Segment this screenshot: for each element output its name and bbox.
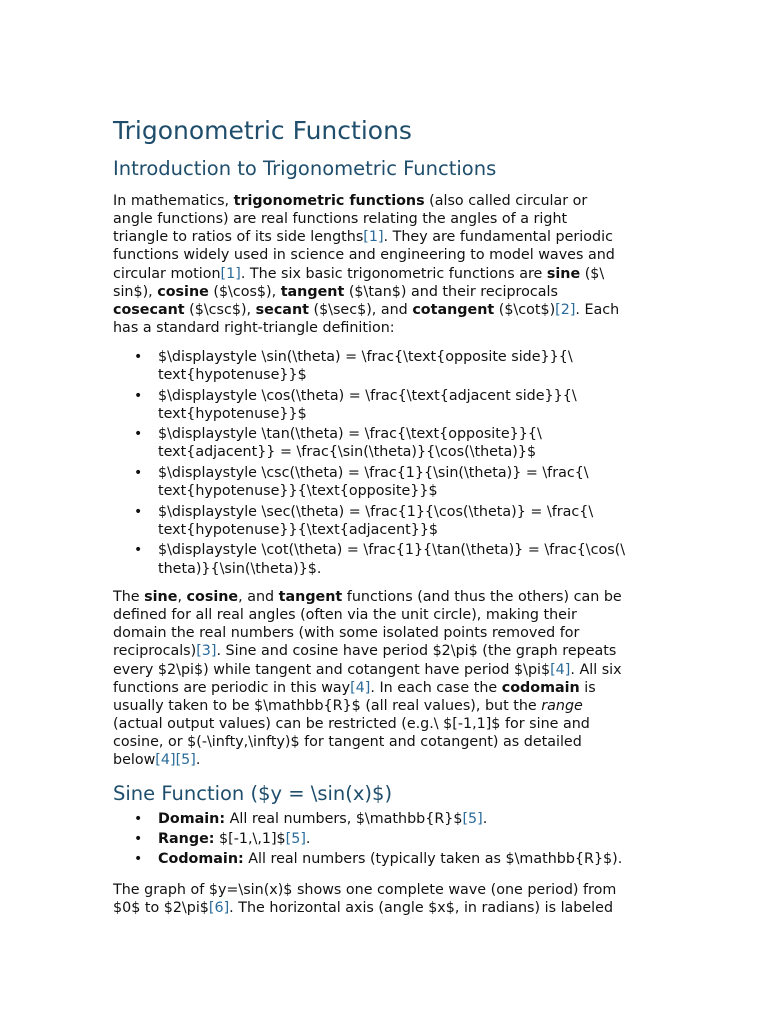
citation-link[interactable]: [3] (196, 643, 217, 660)
section-heading-introduction: Introduction to Trigonometric Functions (113, 157, 497, 180)
list-item-range: • Range: $[-1,\,1]$[5]. (134, 831, 311, 848)
citation-link[interactable]: [5] (462, 811, 483, 827)
list-item: • $\displaystyle \cos(\theta) = \frac{\text{adjacent side}}{\ text{hypotenuse}}$ (134, 387, 577, 422)
list-item-codomain: • Codomain: All real numbers (typically taken as $\mathbb{R}$). (134, 851, 623, 868)
page-title: Trigonometric Functions (113, 116, 412, 145)
citation-link[interactable]: [2] (555, 301, 576, 318)
citation-link[interactable]: [1] (363, 229, 384, 246)
citation-link[interactable]: [5] (285, 831, 306, 848)
sine-graph-paragraph: The graph of $y=\sin(x)$ shows one complete wave (one period) from $0$ to $2\pi$[6]. The horizontal axis (angle $x$, in radians) is labeled (113, 882, 617, 917)
list-item-domain: • Domain: All real numbers, $\mathbb{R}$[5]. (134, 811, 488, 827)
section-heading-sine: Sine Function ($y = \sin(x)$) (113, 782, 393, 805)
sine-properties-list (113, 810, 673, 871)
intro-paragraph: In mathematics, trigonometric functions (also called circular or angle functions) are real functions relating the angles of a right triangle to ratios of its side lengths[1]. They are fundamental periodic functions widely used in science and engineering to model waves and circular motion[1]. The six basic trigonometric functions are sine ($\ sin$), cosine ($\cos$), tangent ($\tan$) and their reciprocals cosecant ($\csc$), secant ($\sec$), and cotangent ($\cot$)[2]. Each has a standard right-triangle definition: (113, 193, 620, 336)
citation-link[interactable]: [4] (155, 752, 176, 769)
list-item: • $\displaystyle \sec(\theta) = \frac{1}{\cos(\theta)} = \frac{\ text{hypotenuse}}{\text{adjacent}}$ (134, 503, 594, 538)
list-item: • $\displaystyle \sin(\theta) = \frac{\text{opposite side}}{\ text{hypotenuse}}$ (134, 349, 573, 384)
citation-link[interactable]: [4] (350, 679, 371, 696)
citation-link[interactable]: [1] (220, 265, 241, 282)
list-item: • $\displaystyle \cot(\theta) = \frac{1}{\tan(\theta)} = \frac{\cos(\ theta)}{\sin(\theta)}$. (134, 542, 626, 577)
citation-link[interactable]: [6] (208, 900, 230, 917)
citation-link[interactable]: [5] (175, 752, 196, 769)
citation-link[interactable]: [4] (550, 661, 571, 678)
list-item: • $\displaystyle \csc(\theta) = \frac{1}{\sin(\theta)} = \frac{\ text{hypotenuse}}{\text{opposite}}$ (134, 465, 589, 500)
formula-list (113, 348, 673, 580)
domain-range-paragraph: The sine, cosine, and tangent functions (and thus the others) can be defined for all real angles (often via the unit circle), making their domain the real numbers (with some isolated points removed for reciprocals)[3]. Sine and cosine have period $2\pi$ (the graph repeats every $2\pi$) while tangent and cotangent have period $\pi$[4]. All six functions are periodic in this way[4]. In each case the codomain is usually taken to be $\mathbb{R}$ (all real values), but the range (actual output values) can be restricted (e.g.\ $[-1,1]$ for sine and cosine, or $(-\infty,\infty)$ for tangent and cotangent) as detailed below[4][5]. (113, 589, 622, 769)
list-item: • $\displaystyle \tan(\theta) = \frac{\text{opposite}}{\ text{adjacent}} = \frac{\sin(\theta)}{\cos(\theta)}$ (134, 426, 542, 461)
